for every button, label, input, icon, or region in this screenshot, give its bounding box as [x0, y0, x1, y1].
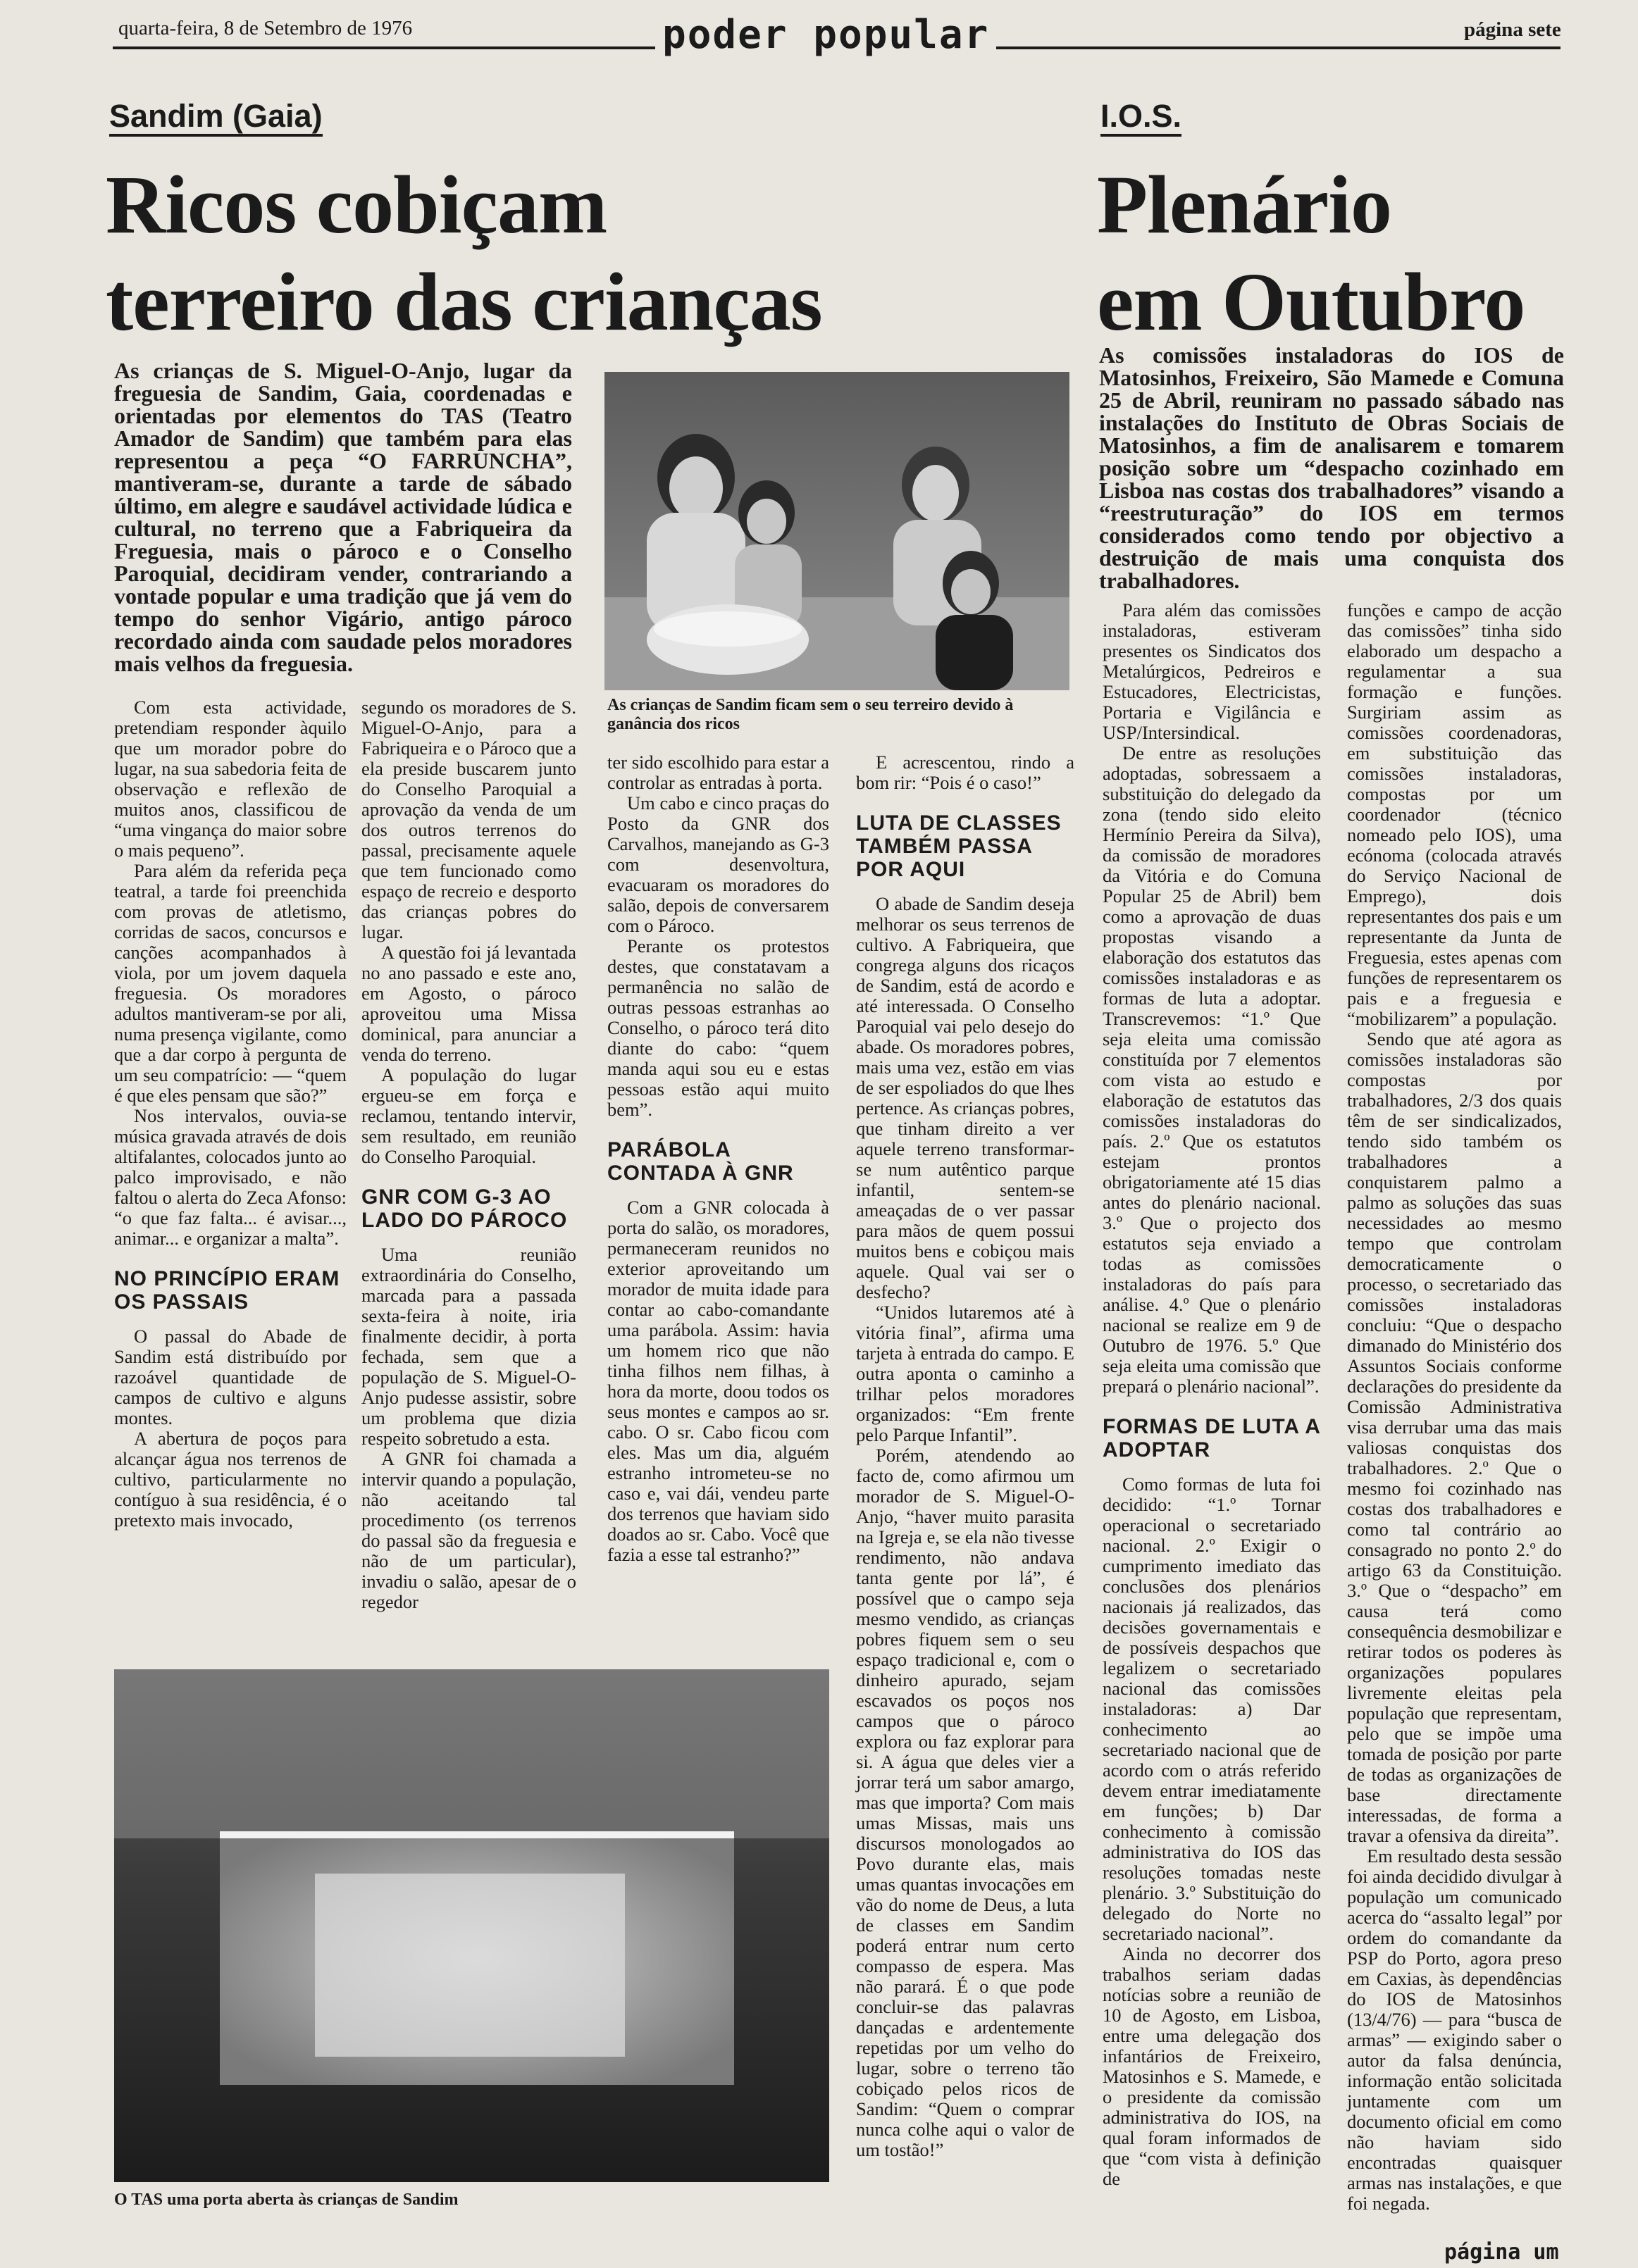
masthead-date: quarta-feira, 8 de Setembro de 1976: [118, 17, 413, 39]
article2-headline-line1: Plenário: [1097, 158, 1392, 251]
article2-headline-line2: em Outubro: [1097, 256, 1525, 348]
paragraph: Um cabo e cinco praças do Posto da GNR dos Carvalhos, manejando as G-3 com desenvoltura, evacuaram os moradores do salão, depois de conversarem com o Pároco.: [607, 792, 829, 936]
article2-column-2: [1347, 600, 1562, 2214]
subheading-parabola: PARÁBOLA CONTADA À GNR: [607, 1138, 794, 1185]
article1-column-1: [114, 697, 347, 1531]
photo-children: [604, 372, 1069, 690]
article2-column-1: [1103, 600, 1321, 2189]
paragraph: A questão foi já levantada no ano passado e este ano, em Agosto, o pároco aproveitou uma Missa dominical, para anunciar a venda do terreno.: [361, 942, 576, 1065]
paragraph: Para além das comissões instaladoras, estiveram presentes os Sindicatos dos Metalúrgicos, Pedreiros e Estucadores, Electricistas, Portaria e Vigilância e USP/Intersindical.: [1103, 599, 1321, 743]
paragraph: De entre as resoluções adoptadas, sobressaem a substituição do delegado da zona (tendo sido eleito Hermínio Pereira da Silva), da comissão de moradores da Vitória e do Comuna Popular 25 de Abril) bem como a aprovação de duas propostas visando a elaboração dos estatutos das comissões instaladoras e as formas de luta a adoptar. Transcrevemos: “1.º Que seja eleita uma comissão constituída por 7 elementos com vista ao estudo e elaboração de estatutos das comissões instaladoras do país. 2.º Que os estatutos estejam prontos obrigatoriamente até 15 dias antes do plenário nacional. 3.º Que o projecto dos estatutos seja enviado a todas as comissões instaladoras do país para análise. 4.º Que o plenário nacional se realize em 9 de Outubro de 1976. 5.º Que seja eleita uma comissão que prepará o plenário nacional”.: [1103, 742, 1321, 1397]
article1-column-2: [361, 697, 576, 1612]
photo-tas-door-image: [114, 1669, 829, 2182]
subheading-formas-de-luta: FORMAS DE LUTA A ADOPTAR: [1103, 1415, 1320, 1462]
paragraph: Em resultado desta sessão foi ainda decidido divulgar à população um comunicado acerca do “assalto legal” por ordem do comandante da PSP do Porto, agora preso em Caxias, às dependências do IOS de Matosinhos (13/4/76) — para “busca de armas” — exigindo saber o autor da falsa denúncia, informação então solicitada juntamente com um documento oficial em como não haviam sido encontradas quaisquer armas nas instalações, e que foi negada.: [1347, 1845, 1562, 2214]
article1-lead: As crianças de S. Miguel-O-Anjo, lugar da freguesia de Sandim, Gaia, coordenadas e orientadas por elementos do TAS (Teatro Amador de Sandim) que também para elas representou a peça “O FARRUNCHA”, mantiveram-se, durante a tarde de sábado último, em alegre e saudável actividade lúdica e cultural, no terreno que a Fabriqueira da Freguesia, mais o pároco e o Conselho Paroquial, decidiram vender, contrariando a vontade popular e uma tradição que já vem do tempo do senhor Vigário, antigo pároco recordado ainda com saudade pelos moradores mais velhos da freguesia.: [114, 358, 572, 676]
paragraph: A GNR foi chamada a intervir quando a população, não aceitando tal procedimento (os terrenos do passal são da freguesia e não de um particular), invadiu o salão, apesar de o regedor: [361, 1448, 576, 1612]
paragraph: Uma reunião extraordinária do Conselho, marcada para a passada sexta-feira à noite, iria finalmente decidir, à porta fechada, sem que a população de S. Miguel-O-Anjo pudesse assistir, sobre um problema que dizia respeito sobretudo a esta.: [361, 1244, 576, 1449]
paragraph: funções e campo de acção das comissões” tinha sido elaborado um despacho a regulamentar a sua formação e funções. Surgiriam assim as comissões coordenadoras, em substituição das comissões instaladoras, compostas por um coordenador (técnico nomeado pelo IOS), uma ecónoma (colocada através do Serviço Nacional de Emprego), dois representantes dos pais e um representante da Junta de Freguesia, estes apenas com funções de representarem os pais e a freguesia e “mobilizarem” a população.: [1347, 599, 1562, 1029]
paragraph: Com a GNR colocada à porta do salão, os moradores, permaneceram reunidos no exterior aproveitando um morador de muita idade para contar ao cabo-comandante uma parábola. Assim: havia um homem rico que não tinha filhos nem filhas, à hora da morte, doou todos os seus montes e campos ao sr. cabo. O sr. Cabo ficou com eles. Mas um dia, alguém estranho intrometeu-se no caso e, vai dái, vendeu parte dos terrenos que haviam sido doados ao sr. Cabo. Você que fazia a esse tal estranho?”: [607, 1197, 829, 1565]
paragraph: O abade de Sandim deseja melhorar os seus terrenos de cultivo. A Fabriqueira, que congrega alguns dos ricaços de Sandim, está de acordo e até interessada. O Conselho Paroquial vai pelo desejo do abade. Os moradores pobres, mais uma vez, estão em vias de ser espoliados do que lhes pertence. As crianças pobres, que tinham direito a ver aquele terreno transformar-se num autêntico parque infantil, sentem-se ameaçadas de o ver passar para mãos de quem possui muitos bens e cobiçou mais aquele. Qual vai ser o desfecho?: [856, 893, 1074, 1302]
paragraph: Sendo que até agora as comissões instaladoras são compostas por trabalhadores, 2/3 dos quais têm de ser sindicalizados, tendo sido também os trabalhadores a conquistarem palmo a palmo as soluções das suas necessidades ao mesmo tempo que controlam democraticamente o processo, o secretariado das comissões instaladoras concluiu: “Que o despacho dimanado do Ministério dos Assuntos Sociais conforme declarações do presidente da Comissão Administrativa visa derrubar uma das mais valiosas conquistas dos trabalhadores. 2.º Que o mesmo foi cozinhado nas costas dos trabalhadores e como tal contrário ao consagrado no ponto 2.º do artigo 63 da Constituição. 3.º Que o “despacho” em causa terá como consequência desmobilizar e retirar todos os poderes às organizações populares livremente eleitas pela população que representam, pelo que se impõe uma tomada de posição por parte de todas as organizações de base directamente interessadas, de forma a travar a ofensiva da direita”.: [1347, 1028, 1562, 1846]
paragraph: E acrescentou, rindo a bom rir: “Pois é o caso!”: [856, 752, 1074, 793]
paragraph: Como formas de luta foi decidido: “1.º Tornar operacional o secretariado nacional. 2.º Exigir o cumprimento imediato das conclusões dos plenários nacionais já realizados, das decisões governamentais e de possíveis despachos que legalizem o secretariado nacional das comissões instaladoras: a) Dar conhecimento ao secretariado nacional que de acordo com o atrás referido devem entrar imediatamente em funções; b) Dar conhecimento à comissão administrativa do IOS das resoluções tomadas neste plenário. 3.º Substituição do delegado do Norte no secretariado nacional”.: [1103, 1473, 1321, 1944]
paragraph: Perante os protestos destes, que constatavam a permanência no salão de outras pessoas estranhas ao Conselho, o pároco terá dito diante do cabo: “quem manda aqui sou eu e estas pessoas estão aqui muito bem”.: [607, 935, 829, 1120]
photo-children-caption: As crianças de Sandim ficam sem o seu terreiro devido à ganância dos ricos: [607, 696, 1014, 733]
subheading-no-principio: NO PRINCÍPIO ERAM OS PASSAIS: [114, 1267, 340, 1314]
paragraph: “Unidos lutaremos até à vitória final”, afirma uma tarjeta à entrada do campo. E outra aponta o caminho a trilhar pelos moradores organizados: “Em frente pelo Parque Infantil”.: [856, 1302, 1074, 1445]
paragraph: Nos intervalos, ouvia-se música gravada através de dois altifalantes, colocados junto ao palco improvisado, e não faltou o alerta do Zeca Afonso: “o que faz falta... é avisar..., animar... e organizar a malta”.: [114, 1105, 347, 1249]
article1-column-4: [856, 752, 1074, 2160]
article1-column-3: [607, 752, 829, 1565]
paragraph: A população do lugar ergueu-se em força e reclamou, tentando intervir, sem resultado, em reunião do Conselho Paroquial.: [361, 1064, 576, 1167]
paragraph: A abertura de poços para alcançar água nos terrenos de cultivo, particularmente no contíguo à sua residência, é o pretexto mais invocado,: [114, 1428, 347, 1531]
article2-kicker: I.O.S.: [1100, 99, 1181, 137]
photo-tas-door-caption: O TAS uma porta aberta às crianças de Sandim: [114, 2191, 459, 2209]
continuation-page-marker: página um: [1444, 2240, 1559, 2264]
subheading-gnr-com-g3: GNR COM G-3 AO LADO DO PÁROCO: [361, 1185, 568, 1232]
article1-headline-line1: Ricos cobiçam: [106, 158, 607, 251]
article1-kicker: Sandim (Gaia): [109, 99, 323, 137]
photo-children-image: [604, 372, 1069, 690]
paragraph: Com esta actividade, pretendiam responder àquilo que um morador pobre do lugar, na sua sabedoria feita de observação e reflexão de muitos anos, classificou de “uma vingança do maior sobre o mais pequeno”.: [114, 697, 347, 861]
masthead-page-number: página sete: [1464, 18, 1561, 41]
paragraph: segundo os moradores de S. Miguel-O-Anjo, para a Fabriqueira e o Pároco que a ela preside buscarem junto do Conselho Paroquial a aprovação da venda de um dos outros terrenos do passal, precisamente aquele que tem funcionado como espaço de recreio e desporto das crianças pobres do lugar.: [361, 697, 576, 942]
masthead-title: poder popular: [655, 15, 996, 55]
paragraph: Ainda no decorrer dos trabalhos seriam dadas notícias sobre a reunião de 10 de Agosto, em Lisboa, entre uma delegação dos infantários de Freixeiro, Matosinhos e S. Mamede, e o presidente da comissão administrativa do IOS, na qual foram informados de que “com vista à definição de: [1103, 1943, 1321, 2189]
article1-headline-line2: terreiro das crianças: [106, 256, 822, 348]
photo-tas-door: [114, 1669, 829, 2182]
subheading-luta-de-classes: LUTA DE CLASSES TAMBÉM PASSA POR AQUI: [856, 811, 1062, 881]
paragraph: Porém, atendendo ao facto de, como afirmou um morador de S. Miguel-O-Anjo, “haver muito parasita na Igreja e, se ela não tivesse rendimento, não andava tanta gente por lá”, é possível que o campo seja mesmo vendido, as crianças pobres fiquem sem o seu espaço tradicional e, com o dinheiro apurado, sejam escavados os poços nos campos que o pároco explora ou faz explorar para si. A água que deles vier a jorrar terá um sabor amargo, mas que importa? Com mais umas Missas, mais uns discursos monologados ao Povo durante elas, mais umas quantas invocações em vão do nome de Deus, a luta de classes em Sandim poderá entrar num certo compasso de espera. Mas não parará. É o que pode concluir-se das palavras dançadas e ardentemente repetidas por um velho do lugar, sobre o terreno tão cobiçado pelos ricos de Sandim: “Quem o comprar nunca colhe aqui o valor de um tostão!”: [856, 1445, 1074, 2160]
paragraph: ter sido escolhido para estar a controlar as entradas à porta.: [607, 752, 829, 793]
paragraph: O passal do Abade de Sandim está distribuído por razoável quantidade de campos de cultivo e alguns montes.: [114, 1326, 347, 1428]
paragraph: Para além da referida peça teatral, a tarde foi preenchida com provas de atletismo, corridas de sacos, concursos e canções acompanhados à viola, por um jovem daquela freguesia. Os moradores adultos mantiveram-se por ali, numa presença vigilante, como que a dar corpo à pergunta de um seu compatrício: — “quem é que eles pensam que são?”: [114, 860, 347, 1106]
article2-lead: As comissões instaladoras do IOS de Matosinhos, Freixeiro, São Mamede e Comuna 25 de Abril, reuniram no passado sábado nas instalações do Instituto de Obras Sociais de Matosinhos, a fim de analisarem e tomarem posição sobre um “despacho cozinhado em Lisboa nas costas dos trabalhadores” visando a “reestruturação” do IOS em termos considerados como tendo por objectivo a destruição de mais uma conquista dos trabalhadores.: [1099, 342, 1564, 593]
